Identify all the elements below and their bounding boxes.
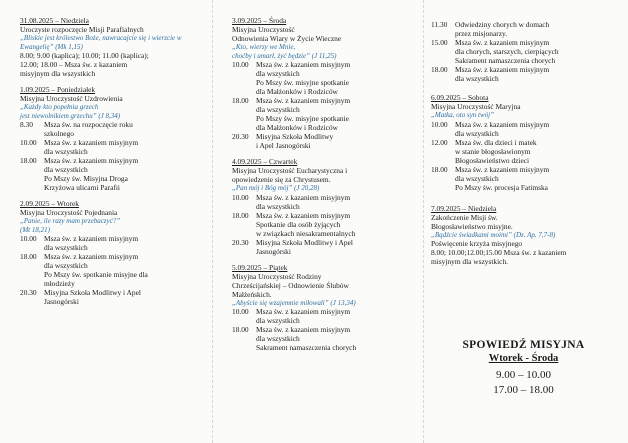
event-row bbox=[232, 211, 428, 220]
event-row bbox=[232, 238, 428, 247]
event-time: 20.30 bbox=[232, 132, 249, 141]
day-title: Zakończenie Misji św. bbox=[431, 212, 498, 222]
event-text: Spotkanie dla osób żyjących bbox=[256, 219, 341, 229]
event-text: dla wszystkich bbox=[256, 201, 300, 211]
event-text: i Apel Jasnogórski bbox=[256, 141, 311, 150]
event-text: Misyjna Szkoła Modlitwy bbox=[256, 132, 334, 141]
event-row bbox=[232, 193, 428, 202]
event-row bbox=[232, 132, 428, 141]
event-row bbox=[20, 288, 210, 297]
day-title: Odnowienia Wiary w Życie Wieczne bbox=[232, 34, 342, 43]
day-section-friday bbox=[232, 263, 428, 353]
day-date: 7.09.2025 – Niedziela bbox=[431, 203, 497, 213]
event-row bbox=[232, 307, 428, 316]
event-text: Jasnogórski bbox=[44, 297, 79, 306]
day-section-saturday bbox=[431, 93, 616, 192]
day-title: Misyjna Uroczystość Rodziny bbox=[232, 271, 322, 281]
event-text: Msza św. z kazaniem misyjnym bbox=[256, 192, 351, 202]
event-text: Msza św. z kazaniem misyjnym bbox=[256, 325, 351, 334]
event-time: 11.30 bbox=[431, 20, 448, 29]
event-text: w związkach niesakramentalnych bbox=[256, 228, 356, 238]
event-text: dla wszystkich bbox=[256, 316, 300, 325]
day-title: Misyjna Uroczystość Uzdrowienia bbox=[20, 94, 123, 103]
confession-time: 17.00 – 18.00 bbox=[493, 384, 554, 396]
event-text: Msza św. z kazaniem misyjnym bbox=[44, 234, 139, 243]
event-text: Po Mszy św. procesja Fatimska bbox=[455, 182, 548, 192]
event-text: młodzieży bbox=[44, 279, 75, 288]
confession-box bbox=[431, 338, 616, 398]
event-text: w stanie błogosławionym bbox=[455, 146, 531, 156]
event-text: Msza św. z kazaniem misyjnym bbox=[256, 307, 351, 316]
day-quote: jest niewolnikiem grzechu” (J 8,34) bbox=[20, 111, 121, 120]
event-text: Misyjna Szkoła Modlitwy i Apel bbox=[44, 288, 141, 297]
day-quote: „Każdy kto popełnia grzech bbox=[20, 103, 99, 111]
event-text: Msza św. z kazaniem misyjnym bbox=[455, 38, 550, 47]
event-row bbox=[431, 120, 616, 129]
event-text: szkolnego bbox=[44, 129, 74, 138]
day-quote: „Panie, ile razy mam przebaczyć?” bbox=[20, 217, 121, 225]
event-text: dla wszystkich bbox=[44, 165, 88, 174]
event-text: Msza św. z kazaniem misyjnym bbox=[256, 60, 351, 69]
day-quote: „Bliskie jest królestwo Boże, nawracajcie się i wierzcie w Ewangelię” (Mk 1,15) bbox=[20, 34, 182, 51]
event-text: dla Małżonków i Rodziców bbox=[256, 87, 338, 96]
event-row bbox=[20, 252, 210, 261]
event-text: dla chorych, starszych, cierpiących bbox=[455, 47, 559, 56]
event-text: Po Mszy św. Misyjna Droga bbox=[44, 174, 128, 183]
event-text: Krzyżowa ulicami Parafii bbox=[44, 183, 120, 192]
event-time: 10.00 bbox=[232, 192, 249, 202]
event-text: dla wszystkich bbox=[44, 147, 88, 156]
day-date: 1.09.2025 – Poniedziałek bbox=[20, 85, 96, 94]
event-text: Po Mszy św. misyjne spotkanie bbox=[256, 114, 349, 123]
day-title: Misyjna Uroczystość Maryjna bbox=[431, 102, 521, 111]
event-text: Msza św. z kazaniem misyjnym bbox=[455, 119, 550, 129]
day-title: Małżeńskich. bbox=[232, 289, 272, 299]
event-text: Msza św. z kazaniem misyjnym bbox=[44, 138, 139, 147]
column-right bbox=[431, 20, 616, 273]
column-middle bbox=[232, 16, 428, 359]
event-row bbox=[431, 65, 616, 74]
event-time: 20.30 bbox=[232, 237, 249, 247]
fold-line-left bbox=[212, 0, 213, 443]
day-title: Chrześcijańskiej – Odnowienie Ślubów bbox=[232, 280, 349, 290]
day-date: 4.09.2025 – Czwartek bbox=[232, 157, 298, 166]
day-date: 6.09.2025 – Sobota bbox=[431, 93, 489, 102]
event-text: Jasnogórski bbox=[256, 246, 291, 256]
event-row bbox=[232, 96, 428, 105]
day-quote: „Bądźcie świadkami moimi” (Dz. Ap. 7,7-8) bbox=[431, 230, 556, 239]
confession-days: Wtorek - Środa bbox=[488, 353, 559, 364]
event-time: 10.00 bbox=[20, 138, 37, 147]
day-date: 31.08.2025 – Niedziela bbox=[20, 16, 89, 25]
event-time: 18.00 bbox=[232, 325, 249, 334]
event-time: 18.00 bbox=[20, 252, 37, 261]
event-text: dla wszystkich bbox=[256, 69, 300, 78]
day-quote: choćby i umarł, żyć będzie” (J 11,25) bbox=[232, 51, 337, 60]
day-section-monday bbox=[20, 85, 210, 192]
day-section-sunday-closing bbox=[431, 204, 616, 267]
day-date: 2.09.2025 – Wtorek bbox=[20, 199, 79, 208]
event-time: 10.00 bbox=[232, 60, 249, 69]
event-text: Msza św. z kazaniem misyjnym bbox=[455, 65, 550, 74]
event-text: Msza św. z kazaniem misyjnym bbox=[44, 156, 139, 165]
event-text: Po Mszy św. spotkanie misyjne dla bbox=[44, 270, 148, 279]
day-quote: (Mt 18,21) bbox=[20, 225, 50, 234]
event-text: Błogosławieństwo dzieci bbox=[455, 155, 530, 165]
confession-heading: SPOWIEDŹ MISYJNA bbox=[462, 339, 585, 351]
event-text: Odwiedziny chorych w domach bbox=[455, 20, 550, 29]
event-time: 20.30 bbox=[20, 288, 37, 297]
day-section-thursday bbox=[232, 157, 428, 256]
event-text: Misyjna Szkoła Modlitwy i Apel bbox=[256, 237, 353, 247]
day-title: Misyjna Uroczystość Pojednania bbox=[20, 208, 118, 217]
day-quote: „Abyście się wzajemnie miłowali” (J 13,34) bbox=[232, 298, 356, 307]
event-text: Msza św. na rozpoczęcie roku bbox=[44, 120, 133, 129]
event-time: 18.00 bbox=[232, 210, 249, 220]
event-text: dla wszystkich bbox=[455, 74, 499, 83]
day-section-tuesday bbox=[20, 199, 210, 306]
event-row bbox=[431, 165, 616, 174]
event-row bbox=[431, 20, 616, 29]
day-quote: „Pan mój i Bóg mój” (J 20,28) bbox=[232, 184, 320, 192]
event-text: przez misjonarzy. bbox=[455, 29, 508, 38]
event-text: Msza św. z kazaniem misyjnym bbox=[256, 210, 351, 220]
day-section-friday-continued bbox=[431, 20, 616, 83]
day-title: Misyjna Uroczystość bbox=[232, 25, 295, 34]
masses-line: 12.00; 18.00 – Msza św. z kazaniem bbox=[20, 60, 128, 69]
event-text: Msza św. dla dzieci i matek bbox=[455, 137, 537, 147]
event-text: dla Małżonków i Rodziców bbox=[256, 123, 338, 132]
event-text: dla wszystkich bbox=[455, 128, 499, 138]
day-title: opowiedzenie się za Chrystusem. bbox=[232, 175, 331, 184]
event-row bbox=[20, 156, 210, 165]
event-text: dla wszystkich bbox=[455, 173, 499, 183]
event-text: dla wszystkich bbox=[44, 261, 88, 270]
day-quote: „Kto, wierzy we Mnie, bbox=[232, 43, 296, 51]
event-text: dla wszystkich bbox=[44, 243, 88, 252]
event-row bbox=[20, 120, 210, 129]
event-text: Po Mszy św. misyjne spotkanie bbox=[256, 78, 349, 87]
event-time: 18.00 bbox=[431, 164, 448, 174]
event-time: 18.00 bbox=[20, 156, 37, 165]
event-text: Sakrament namaszczenia chorych bbox=[455, 56, 556, 65]
event-row bbox=[20, 138, 210, 147]
closing-line: misyjnym dla wszystkich. bbox=[431, 257, 508, 266]
event-text: Sakrament namaszczenia chorych bbox=[256, 343, 357, 352]
closing-line: 8.00; 10.00;12.00;15.00 Msza św. z kazaniem bbox=[431, 248, 567, 257]
event-time: 10.00 bbox=[20, 234, 37, 243]
day-date: 3.09.2025 – Środa bbox=[232, 16, 287, 25]
day-section-wednesday bbox=[232, 16, 428, 150]
event-time: 8.30 bbox=[20, 120, 33, 129]
event-time: 10.00 bbox=[431, 119, 448, 129]
day-title: Misyjna Uroczystość Eucharystyczna i bbox=[232, 166, 348, 175]
event-time: 12.00 bbox=[431, 137, 448, 147]
day-quote: „Matka, oto syn twój” bbox=[431, 111, 495, 119]
event-text: Msza św. z kazaniem misyjnym bbox=[455, 164, 550, 174]
confession-time: 9.00 – 10.00 bbox=[496, 369, 551, 381]
event-row bbox=[20, 234, 210, 243]
event-row bbox=[232, 60, 428, 69]
day-title: Błogosławieństwo misyjne. bbox=[431, 221, 513, 231]
masses-line: misyjnym dla wszystkich bbox=[20, 69, 96, 78]
event-text: dla wszystkich bbox=[256, 334, 300, 343]
event-time: 15.00 bbox=[431, 38, 448, 47]
event-text: dla wszystkich bbox=[256, 105, 300, 114]
event-row bbox=[431, 138, 616, 147]
day-section-sunday-opening bbox=[20, 16, 210, 78]
day-title: Uroczyste rozpoczęcie Misji Parafialnych bbox=[20, 25, 144, 34]
event-time: 10.00 bbox=[232, 307, 249, 316]
day-date: 5.09.2025 – Piątek bbox=[232, 262, 288, 272]
event-row bbox=[232, 325, 428, 334]
event-time: 18.00 bbox=[232, 96, 249, 105]
column-left bbox=[20, 16, 210, 313]
event-time: 18.00 bbox=[431, 65, 448, 74]
closing-line: Poświęcenie krzyża misyjnego bbox=[431, 239, 523, 248]
event-row bbox=[431, 38, 616, 47]
event-text: Msza św. z kazaniem misyjnym bbox=[44, 252, 139, 261]
event-text: Msza św. z kazaniem misyjnym bbox=[256, 96, 351, 105]
masses-line: 8.00; 9.00 (kaplica); 10.00; 11.00 (kaplica); bbox=[20, 51, 149, 60]
